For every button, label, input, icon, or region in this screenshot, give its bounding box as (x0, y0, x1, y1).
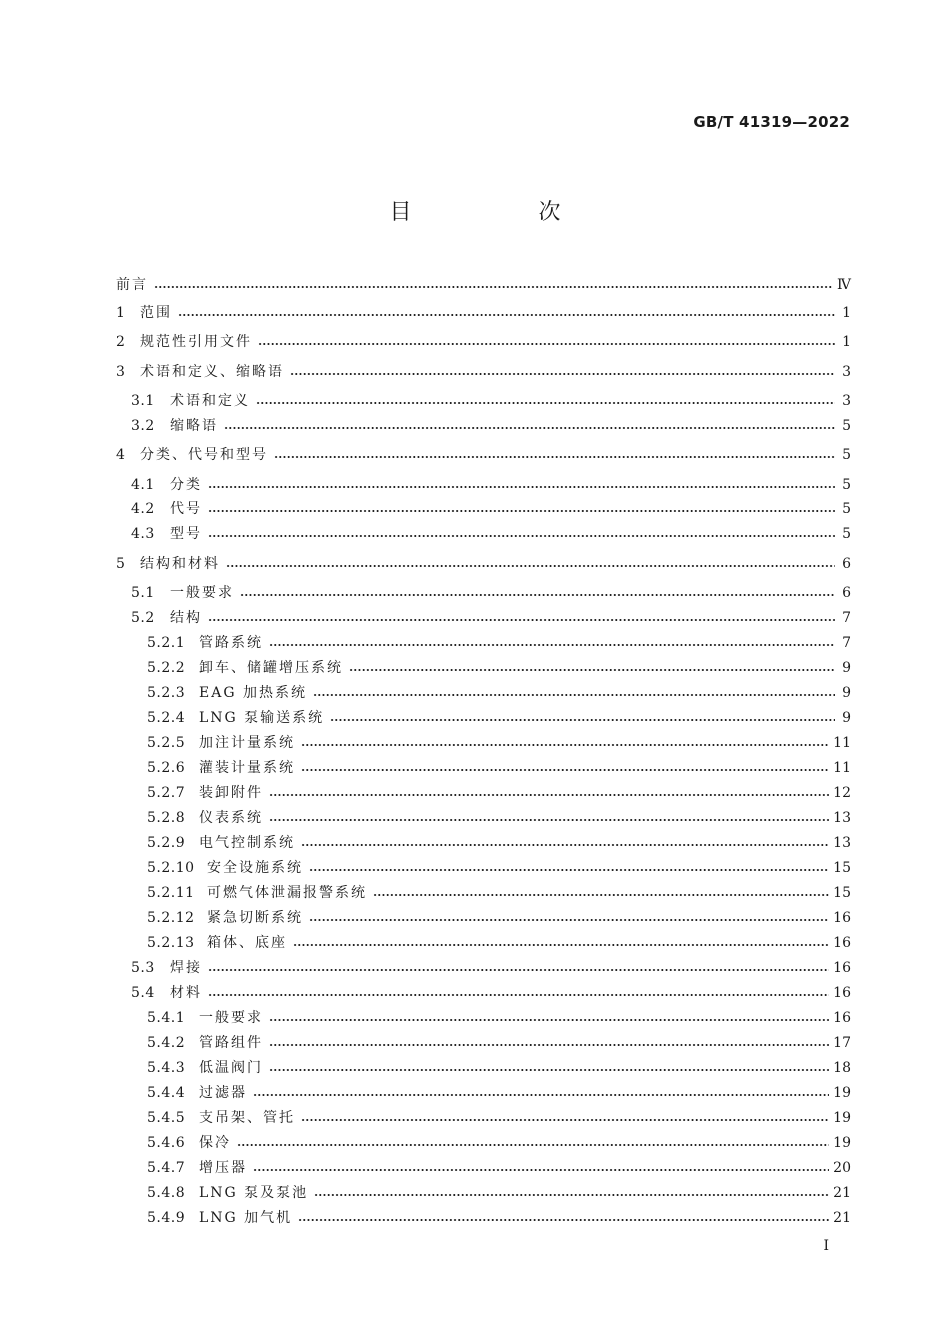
toc-entry-page: Ⅳ (837, 277, 851, 293)
toc-entry-number: 5.2.5 (147, 735, 186, 751)
toc-entry-number: 5.4.5 (147, 1110, 186, 1126)
toc-entry-label: 灌装计量系统 (199, 760, 295, 776)
toc-entry-number: 5.4.1 (147, 1010, 186, 1026)
toc-entry-page: 17 (833, 1035, 851, 1051)
dot-leader (349, 669, 835, 671)
toc-entry[interactable] (0, 361, 950, 383)
toc-entry-label: 前言 (116, 277, 148, 293)
toc-entry-label: 卸车、储罐增压系统 (199, 660, 343, 676)
toc-entry-label: 箱体、底座 (207, 935, 287, 951)
toc-entry-number: 4.3 (131, 526, 155, 542)
toc-entry-number: 5.4.7 (147, 1160, 186, 1176)
dot-leader (309, 919, 829, 921)
dot-leader (293, 944, 829, 946)
toc-entry[interactable] (0, 782, 950, 804)
toc-entry-label: 可燃气体泄漏报警系统 (207, 885, 367, 901)
toc-entry-page: 15 (833, 860, 851, 876)
toc-entry-label: 电气控制系统 (199, 835, 295, 851)
toc-entry-page: 7 (842, 610, 851, 626)
toc-entry-number: 5.2.4 (147, 710, 186, 726)
toc-entry-label: 管路系统 (199, 635, 263, 651)
toc-entry[interactable] (0, 582, 950, 604)
toc-entry-number: 5.4.9 (147, 1210, 186, 1226)
toc-entry[interactable] (0, 302, 950, 324)
toc-entry[interactable] (0, 607, 950, 629)
toc-entry[interactable] (0, 1057, 950, 1079)
toc-entry-number: 5.2.13 (147, 935, 195, 951)
toc-entry[interactable] (0, 331, 950, 353)
dot-leader (269, 819, 829, 821)
dot-leader (274, 456, 835, 458)
toc-entry-label: 规范性引用文件 (140, 334, 252, 350)
dot-leader (208, 619, 835, 621)
toc-entry[interactable] (0, 732, 950, 754)
toc-entry[interactable] (0, 857, 950, 879)
dot-leader (208, 969, 829, 971)
toc-entry-page: 9 (842, 710, 851, 726)
toc-entry-page: 5 (842, 418, 851, 434)
toc-entry-number: 5.2.11 (147, 885, 195, 901)
page-number: I (823, 1238, 829, 1254)
toc-entry-label: 术语和定义 (170, 393, 250, 409)
toc-entry-number: 2 (116, 334, 126, 350)
toc-entry-label: 低温阀门 (199, 1060, 263, 1076)
toc-entry-label: 分类 (170, 477, 202, 493)
toc-entry[interactable] (0, 1107, 950, 1129)
dot-leader (208, 994, 829, 996)
toc-entry[interactable] (0, 498, 950, 520)
toc-entry-page: 12 (833, 785, 851, 801)
toc-entry[interactable] (0, 1007, 950, 1029)
dot-leader (301, 844, 829, 846)
toc-entry-page: 15 (833, 885, 851, 901)
toc-entry-number: 5.2.7 (147, 785, 186, 801)
toc-entry-number: 5.4.8 (147, 1185, 186, 1201)
toc-entry[interactable] (0, 1032, 950, 1054)
toc-entry[interactable] (0, 632, 950, 654)
toc-entry[interactable] (0, 274, 950, 296)
toc-entry-number: 5.4 (131, 985, 155, 1001)
dot-leader (269, 1044, 829, 1046)
toc-entry-label: 术语和定义、缩略语 (140, 364, 284, 380)
toc-entry-number: 3.2 (131, 418, 155, 434)
toc-entry-label: EAG 加热系统 (199, 685, 307, 701)
toc-entry[interactable] (0, 1082, 950, 1104)
dot-leader (309, 869, 829, 871)
toc-entry-label: 过滤器 (199, 1085, 247, 1101)
toc-entry-number: 5.2.12 (147, 910, 195, 926)
toc-entry-number: 1 (116, 305, 126, 321)
toc-entry-label: 缩略语 (170, 418, 218, 434)
toc-entry-number: 5.1 (131, 585, 155, 601)
toc-entry-number: 5.3 (131, 960, 155, 976)
toc-entry[interactable] (0, 832, 950, 854)
dot-leader (373, 894, 829, 896)
toc-entry-page: 5 (842, 477, 851, 493)
toc-entry-page: 18 (833, 1060, 851, 1076)
toc-entry[interactable] (0, 553, 950, 575)
dot-leader (301, 769, 829, 771)
dot-leader (301, 1119, 829, 1121)
toc-entry-label: 分类、代号和型号 (140, 447, 268, 463)
toc-entry-page: 16 (833, 935, 851, 951)
toc-entry[interactable] (0, 1157, 950, 1179)
toc-entry-page: 1 (842, 334, 851, 350)
toc-entry-number: 5.2.6 (147, 760, 186, 776)
toc-entry-label: 加注计量系统 (199, 735, 295, 751)
toc-entry[interactable] (0, 757, 950, 779)
toc-entry-page: 20 (833, 1160, 851, 1176)
dot-leader (269, 1069, 829, 1071)
toc-entry[interactable] (0, 657, 950, 679)
toc-entry-number: 5.2 (131, 610, 155, 626)
toc-entry-label: 材料 (170, 985, 202, 1001)
toc-entry-page: 6 (842, 556, 851, 572)
toc-entry-label: 结构 (170, 610, 202, 626)
toc-entry[interactable] (0, 523, 950, 545)
toc-entry-label: LNG 泵及泵池 (199, 1185, 309, 1201)
toc-entry-page: 7 (842, 635, 851, 651)
toc-entry-page: 19 (833, 1085, 851, 1101)
toc-entry-number: 5.4.3 (147, 1060, 186, 1076)
toc-entry-label: 范围 (140, 305, 172, 321)
toc-entry-page: 16 (833, 960, 851, 976)
dot-leader (253, 1094, 829, 1096)
toc-entry[interactable] (0, 957, 950, 979)
toc-entry-label: 支吊架、管托 (199, 1110, 295, 1126)
toc-entry[interactable] (0, 807, 950, 829)
toc-entry-label: 保冷 (199, 1135, 231, 1151)
toc-entry[interactable] (0, 682, 950, 704)
toc-entry-number: 5.4.2 (147, 1035, 186, 1051)
toc-entry-label: 装卸附件 (199, 785, 263, 801)
dot-leader (330, 719, 835, 721)
toc-entry-label: 安全设施系统 (207, 860, 303, 876)
dot-leader (298, 1219, 829, 1221)
toc-entry-label: 型号 (170, 526, 202, 542)
toc-entry-number: 5 (116, 556, 126, 572)
toc-entry-number: 5.4.6 (147, 1135, 186, 1151)
standard-number: GB/T 41319—2022 (693, 113, 850, 131)
toc-entry-label: 一般要求 (199, 1010, 263, 1026)
toc-entry-number: 5.2.3 (147, 685, 186, 701)
toc-entry-number: 3.1 (131, 393, 155, 409)
dot-leader (269, 644, 835, 646)
toc-entry-page: 9 (842, 660, 851, 676)
dot-leader (301, 744, 829, 746)
dot-leader (256, 402, 835, 404)
toc-entry-page: 5 (842, 526, 851, 542)
toc-entry-page: 11 (833, 735, 851, 751)
dot-leader (240, 594, 835, 596)
toc-entry-page: 1 (842, 305, 851, 321)
toc-entry-page: 16 (833, 1010, 851, 1026)
toc-entry-page: 3 (842, 393, 851, 409)
toc-entry-label: 仪表系统 (199, 810, 263, 826)
toc-entry-label: 增压器 (199, 1160, 247, 1176)
toc-entry-number: 5.2.8 (147, 810, 186, 826)
toc-entry-label: 结构和材料 (140, 556, 220, 572)
toc-entry-number: 4 (116, 447, 126, 463)
toc-entry[interactable] (0, 390, 950, 412)
toc-entry-number: 3 (116, 364, 126, 380)
toc-entry-page: 5 (842, 501, 851, 517)
dot-leader (237, 1144, 829, 1146)
toc-entry-label: 管路组件 (199, 1035, 263, 1051)
toc-entry-page: 13 (833, 835, 851, 851)
dot-leader (269, 1019, 829, 1021)
toc-entry-number: 5.2.2 (147, 660, 186, 676)
toc-entry[interactable] (0, 1132, 950, 1154)
toc-entry-page: 11 (833, 760, 851, 776)
toc-entry[interactable] (0, 474, 950, 496)
toc-entry-number: 5.2.9 (147, 835, 186, 851)
dot-leader (290, 373, 835, 375)
toc-entry-page: 19 (833, 1110, 851, 1126)
toc-entry[interactable] (0, 415, 950, 437)
toc-entry-page: 21 (833, 1210, 851, 1226)
toc-entry-label: LNG 加气机 (199, 1210, 293, 1226)
toc-entry[interactable] (0, 1182, 950, 1204)
toc-entry-number: 5.2.10 (147, 860, 195, 876)
dot-leader (178, 314, 835, 316)
toc-entry-page: 21 (833, 1185, 851, 1201)
toc-entry-label: 紧急切断系统 (207, 910, 303, 926)
toc-entry-number: 5.2.1 (147, 635, 186, 651)
toc-entry-label: 一般要求 (170, 585, 234, 601)
dot-leader (208, 510, 835, 512)
toc-entry-label: 焊接 (170, 960, 202, 976)
toc-entry-page: 19 (833, 1135, 851, 1151)
toc-entry[interactable] (0, 932, 950, 954)
toc-entry-page: 16 (833, 910, 851, 926)
dot-leader (226, 565, 835, 567)
dot-leader (314, 1194, 829, 1196)
toc-entry[interactable] (0, 882, 950, 904)
toc-entry-label: LNG 泵输送系统 (199, 710, 325, 726)
toc-entry-page: 16 (833, 985, 851, 1001)
toc-entry-number: 4.1 (131, 477, 155, 493)
dot-leader (208, 486, 835, 488)
dot-leader (224, 427, 835, 429)
toc-entry-page: 3 (842, 364, 851, 380)
dot-leader (253, 1169, 829, 1171)
page-title: 目 次 (389, 200, 621, 225)
toc-entry[interactable] (0, 907, 950, 929)
toc-entry[interactable] (0, 707, 950, 729)
toc-entry-page: 13 (833, 810, 851, 826)
toc-entry[interactable] (0, 982, 950, 1004)
toc-entry-label: 代号 (170, 501, 202, 517)
dot-leader (258, 343, 835, 345)
toc-entry-page: 6 (842, 585, 851, 601)
dot-leader (154, 286, 833, 288)
toc-entry-number: 5.4.4 (147, 1085, 186, 1101)
dot-leader (313, 694, 835, 696)
toc-entry[interactable] (0, 1207, 950, 1229)
toc-entry-number: 4.2 (131, 501, 155, 517)
toc-entry-page: 9 (842, 685, 851, 701)
toc-entry[interactable] (0, 444, 950, 466)
toc-entry-page: 5 (842, 447, 851, 463)
dot-leader (269, 794, 829, 796)
dot-leader (208, 535, 835, 537)
